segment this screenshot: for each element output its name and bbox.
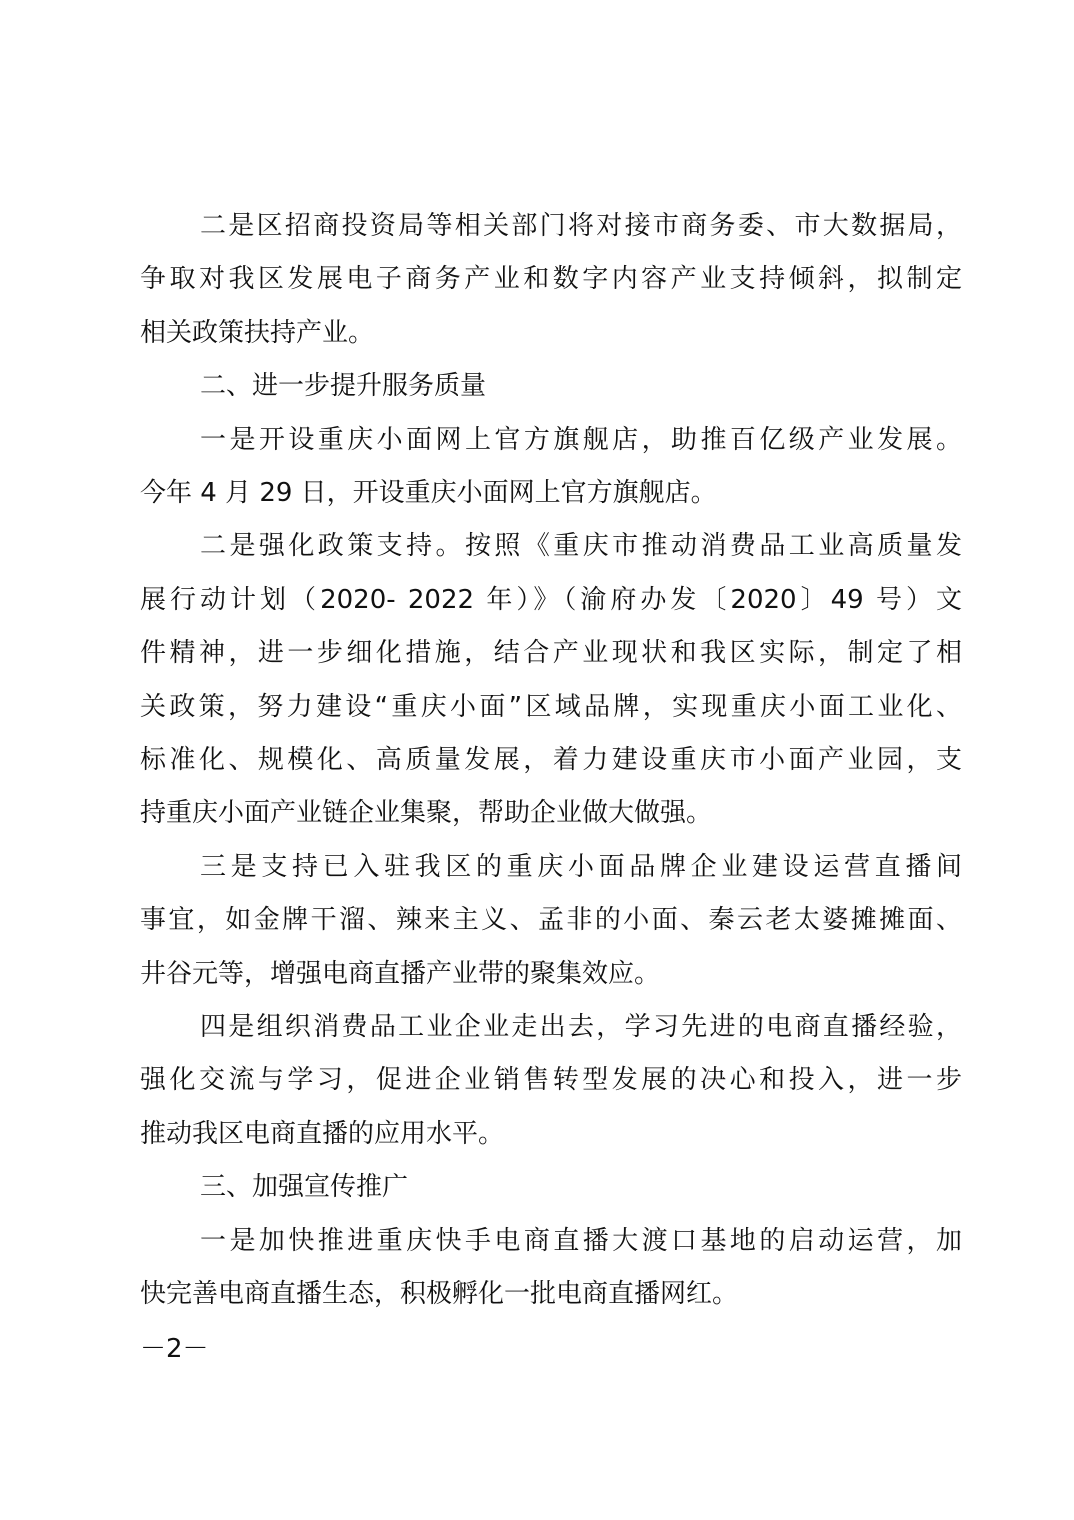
text-line: 关政策，努力建设“重庆小面”区域品牌，实现重庆小面工业化、	[140, 691, 962, 722]
text-line: 展行动计划（2020- 2022 年）》（渝府办发〔2020〕49 号）文	[140, 584, 962, 615]
text-line: 一是开设重庆小面网上官方旗舰店，助推百亿级产业发展。	[200, 424, 962, 455]
text-line: 争取对我区发展电子商务产业和数字内容产业支持倾斜，拟制定	[140, 264, 962, 295]
text-line: 二是区招商投资局等相关部门将对接市商务委、市大数据局，	[200, 211, 962, 241]
text-line: 事宜，如金牌干溜、辣来主义、孟非的小面、秦云老太婆摊摊面、	[140, 905, 962, 936]
text-line: 推动我区电商直播的应用水平。	[140, 1118, 505, 1149]
text-line: 二是强化政策支持。按照《重庆市推动消费品工业高质量发	[200, 531, 962, 562]
text-line: 快完善电商直播生态，积极孵化一批电商直播网红。	[140, 1279, 739, 1309]
text-line: 今年 4 月 29 日，开设重庆小面网上官方旗舰店。	[140, 478, 717, 508]
text-line: 井谷元等，增强电商直播产业带的聚集效应。	[140, 958, 661, 989]
text-line: 三是支持已入驻我区的重庆小面品牌企业建设运营直播间	[200, 851, 962, 882]
text-line: 一是加快推进重庆快手电商直播大渡口基地的启动运营，加	[200, 1225, 962, 1256]
text-line: 三、加强宣传推广	[200, 1172, 409, 1203]
text-line: 二、进一步提升服务质量	[200, 371, 487, 402]
text-line: 持重庆小面产业链企业集聚，帮助企业做大做强。	[140, 798, 713, 829]
page-number: －2－	[140, 1334, 209, 1364]
text-line: 件精神，进一步细化措施，结合产业现状和我区实际，制定了相	[140, 638, 962, 669]
text-line: 四是组织消费品工业企业走出去，学习先进的电商直播经验，	[200, 1012, 962, 1042]
text-line: 相关政策扶持产业。	[140, 317, 375, 348]
text-line: 标准化、规模化、高质量发展，着力建设重庆市小面产业园，支	[140, 745, 962, 775]
text-line: 强化交流与学习，促进企业销售转型发展的决心和投入，进一步	[140, 1065, 962, 1096]
